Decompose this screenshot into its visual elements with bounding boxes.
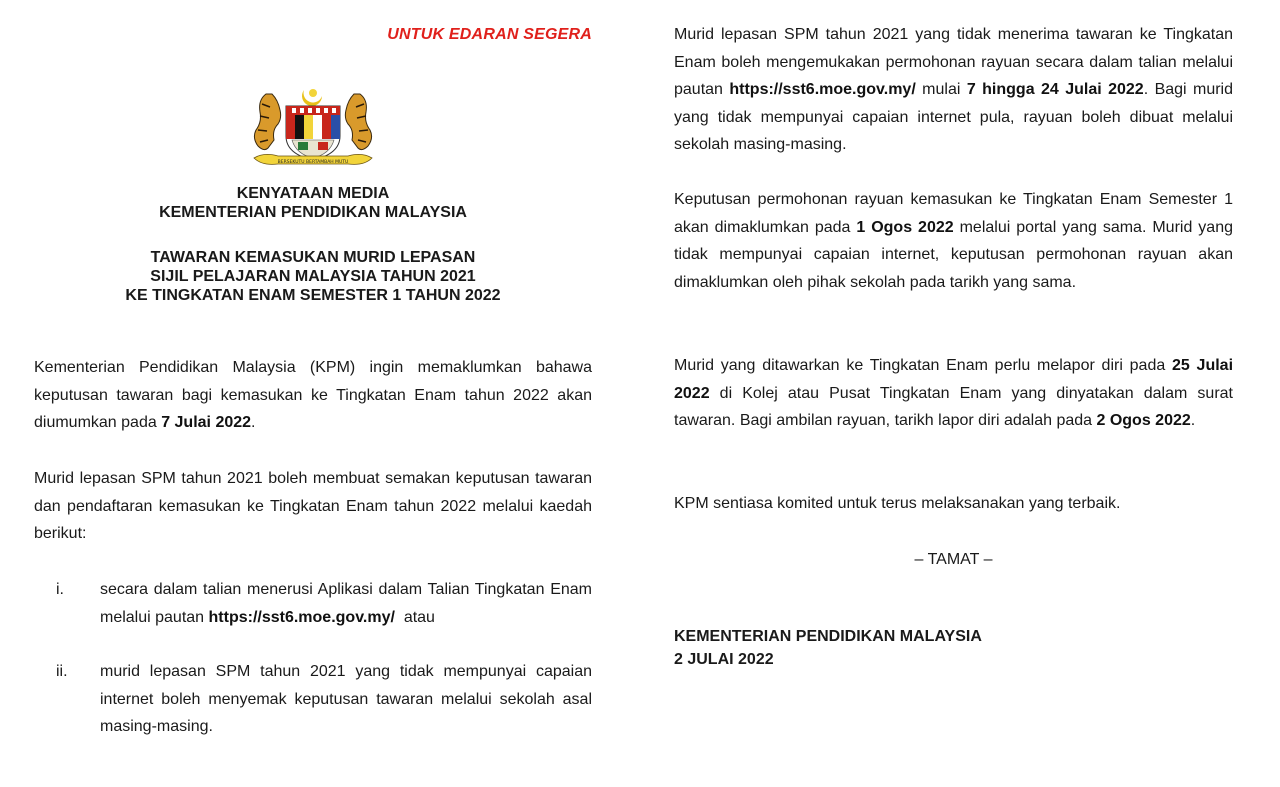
sst6-link[interactable]: https://sst6.moe.gov.my/ [729,81,916,98]
signature-org: KEMENTERIAN PENDIDIKAN MALAYSIA [674,628,982,645]
appeal-text: mulai [915,81,967,98]
report-text: di Kolej atau Pusat Tingkatan Enam yang dinyatakan dalam surat tawaran. Bagi ambilan rayuan, tarikh lapor diri adalah pada [674,384,1233,429]
title-line: TAWARAN KEMASUKAN MURID LEPASAN [150,249,476,266]
malaysia-coat-of-arms-icon [248,84,378,170]
report-text: . [1190,412,1196,429]
announcement-date: 7 Julai 2022 [161,414,252,431]
signature-block [674,625,982,671]
list-number: ii. [56,663,68,680]
list-number: i. [56,581,64,598]
list-text: murid lepasan SPM tahun 2021 yang tidak mempunyai capaian internet boleh menyemak keputusan tawaran melalui sekolah asal masing-masing. [100,663,592,735]
end-marker: – TAMAT – [914,551,993,568]
report-text: Murid yang ditawarkan ke Tingkatan Enam perlu melapor diri pada [674,357,1172,374]
urgent-release-label: UNTUK EDARAN SEGERA [387,26,592,43]
title-line: KE TINGKATAN ENAM SEMESTER 1 TAHUN 2022 [125,287,501,304]
appeal-result-text: melalui portal yang sama. Murid yang tidak mempunyai capaian internet, keputusan permohonan rayuan akan dimaklumkan oleh pihak sekolah pada tarikh yang sama. [674,218,1233,291]
media-statement-heading [34,184,592,222]
appeal-text: . Bagi murid yang tidak mempunyai capaian internet pula, rayuan boleh dibuat melalui sekolah masing-masing. [674,81,1234,153]
list-item [34,658,592,748]
list-text [100,576,592,631]
appeal-report-date: 2 Ogos 2022 [1096,412,1191,429]
report-date: 25 Julai 2022 [674,357,1234,402]
appeal-result-paragraph [674,186,1233,296]
intro-end: . [251,414,256,431]
list-text-end: atau [394,608,435,626]
signature-date: 2 JULAI 2022 [674,651,774,668]
methods-paragraph: Murid lepasan SPM tahun 2021 boleh membuat semakan keputusan tawaran dan pendaftaran kemasukan ke Tingkatan Enam tahun 2022 melalui kaedah berikut: [34,470,592,542]
intro-paragraph [34,354,592,437]
intro-text: Kementerian Pendidikan Malaysia (KPM) ingin memaklumkan bahawa keputusan tawaran bagi kemasukan ke Tingkatan Enam tahun 2022 akan diumumkan pada [34,359,592,431]
heading-line: KEMENTERIAN PENDIDIKAN MALAYSIA [159,204,467,221]
sst6-link[interactable]: https://sst6.moe.gov.my/ [208,608,395,626]
report-paragraph [674,352,1233,435]
appeal-result-date: 1 Ogos 2022 [856,218,954,236]
appeal-dates: 7 hingga 24 Julai 2022 [966,81,1144,98]
appeal-text: Murid lepasan SPM tahun 2021 yang tidak menerima tawaran ke Tingkatan Enam boleh mengemukakan permohonan rayuan secara dalam talian melalui pautan [674,26,1233,98]
crest-motto: BERSEKUTU BERTAMBAH MUTU [277,160,349,165]
list-text-body: secara dalam talian menerusi Aplikasi dalam Talian Tingkatan Enam melalui pautan [100,581,592,626]
closing-paragraph: KPM sentiasa komited untuk terus melaksanakan yang terbaik. [674,495,1121,512]
statement-title [34,248,592,305]
title-line: SIJIL PELAJARAN MALAYSIA TAHUN 2021 [150,268,476,285]
list-item [34,576,592,636]
appeal-paragraph [674,21,1233,159]
heading-line: KENYATAAN MEDIA [236,185,390,202]
appeal-result-text: Keputusan permohonan rayuan kemasukan ke Tingkatan Enam Semester 1 akan dimaklumkan pada [674,191,1233,236]
